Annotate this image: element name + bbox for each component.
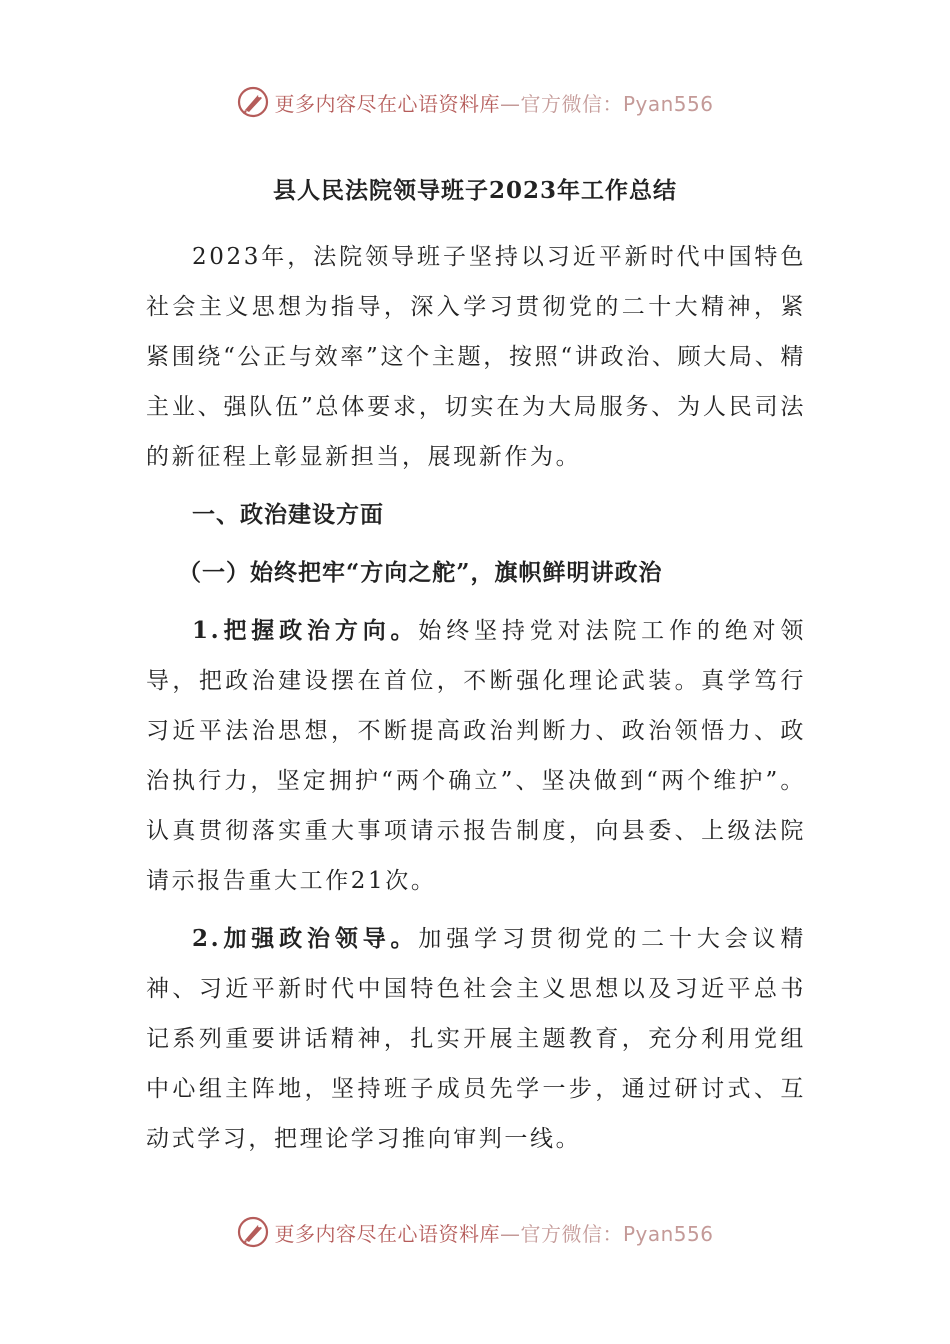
item-lead-2: 2.加强政治领导。: [192, 925, 419, 952]
watermark-banner-bottom: [0, 1212, 950, 1252]
watermark-brand: 更多内容尽在心语资料库: [274, 1221, 500, 1246]
item-paragraph-2: [146, 914, 806, 1164]
document-title: 县人民法院领导班子2023年工作总结: [272, 177, 677, 204]
item-lead-1: 1.把握政治方向。: [192, 617, 419, 644]
watermark-text-bottom: [274, 1218, 713, 1247]
watermark-contact: —官方微信：Pyan556: [499, 1221, 714, 1246]
pen-nib-logo-icon: [236, 1215, 270, 1249]
watermark-contact: —官方微信：Pyan556: [499, 91, 714, 116]
pen-nib-logo-icon: [236, 85, 270, 119]
subsection-heading-1: （一）始终把牢“方向之舵”，旗帜鲜明讲政治: [178, 559, 663, 586]
section-heading-1: 一、政治建设方面: [192, 501, 384, 528]
watermark-banner-top: [0, 82, 950, 122]
item-body-1: 始终坚持党对法院工作的绝对领导，把政治建设摆在首位，不断强化理论武装。真学笃行习近平法治思想，不断提高政治判断力、政治领悟力、政治执行力，坚定拥护“两个确立”、坚决做到“两个维护”。认真贯彻落实重大事项请示报告制度，向县委、上级法院请示报告重大工作21次。: [146, 618, 806, 894]
watermark-text-top: [274, 88, 713, 117]
document-body: [146, 232, 806, 1172]
intro-paragraph: 2023年，法院领导班子坚持以习近平新时代中国特色社会主义思想为指导，深入学习贯彻党的二十大精神，紧紧围绕“公正与效率”这个主题，按照“讲政治、顾大局、精主业、强队伍”总体要求，切实在为大局服务、为人民司法的新征程上彰显新担当，展现新作为。: [146, 244, 806, 470]
watermark-brand: 更多内容尽在心语资料库: [274, 91, 500, 116]
item-paragraph-1: [146, 606, 806, 906]
item-body-2: 加强学习贯彻党的二十大会议精神、习近平新时代中国特色社会主义思想以及习近平总书记系列重要讲话精神，扎实开展主题教育，充分利用党组中心组主阵地，坚持班子成员先学一步，通过研讨式、互动式学习，把理论学习推向审判一线。: [146, 926, 806, 1152]
